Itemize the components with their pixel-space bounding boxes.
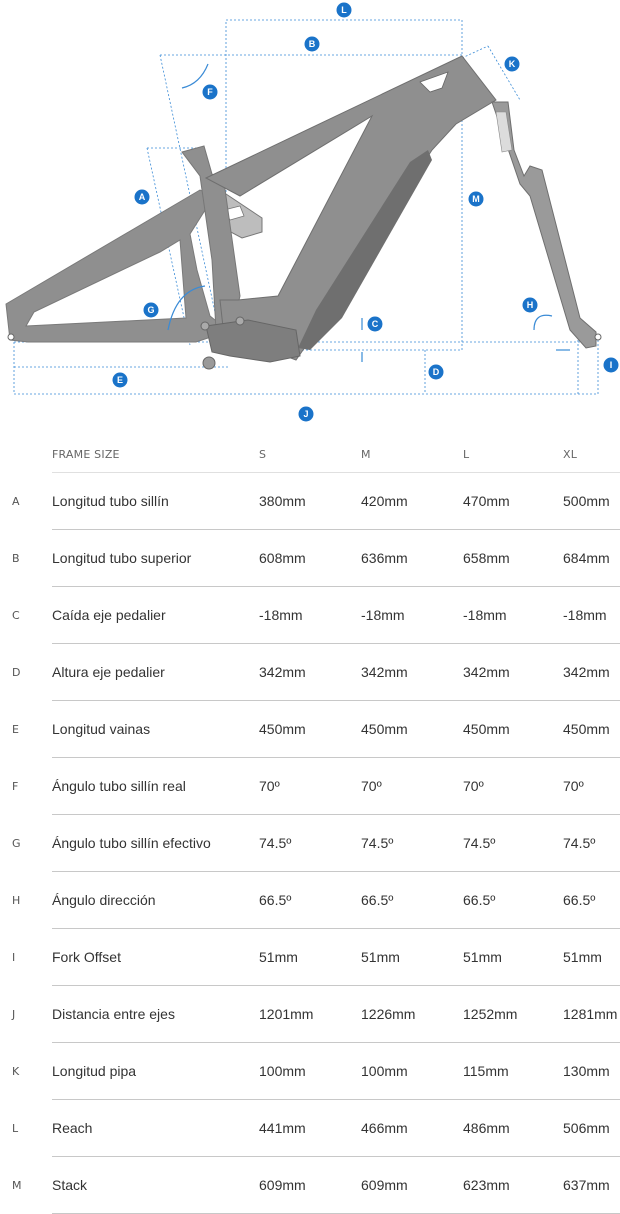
row-measure-name: Longitud pipa xyxy=(52,1043,259,1100)
frame-geometry-diagram xyxy=(0,0,620,430)
badge-L xyxy=(337,3,352,18)
row-value-m: -18mm xyxy=(361,587,463,644)
header-frame-size: FRAME SIZE xyxy=(52,436,259,473)
row-value-s: 450mm xyxy=(259,701,361,758)
row-value-m: 342mm xyxy=(361,644,463,701)
badge-E xyxy=(113,373,128,388)
badge-A xyxy=(135,190,150,205)
badge-K xyxy=(505,57,520,72)
table-row xyxy=(0,1100,620,1157)
row-value-l: 70º xyxy=(463,758,563,815)
row-measure-name: Fork Offset xyxy=(52,929,259,986)
row-measure-name: Ángulo dirección xyxy=(52,872,259,929)
header-letter-cell xyxy=(0,436,52,473)
row-value-m: 466mm xyxy=(361,1100,463,1157)
svg-text:M: M xyxy=(472,194,480,204)
rear-triangle xyxy=(6,190,220,342)
row-value-xl: 51mm xyxy=(563,929,620,986)
header-size-l: L xyxy=(463,436,563,473)
row-letter: G xyxy=(12,836,21,850)
row-measure-name: Distancia entre ejes xyxy=(52,986,259,1043)
row-letter: C xyxy=(12,608,20,622)
row-value-m: 609mm xyxy=(361,1157,463,1214)
row-value-xl: 66.5º xyxy=(563,872,620,929)
svg-text:A: A xyxy=(138,192,146,202)
svg-text:J: J xyxy=(303,409,309,419)
row-letter: J xyxy=(12,1007,16,1021)
table-row xyxy=(0,473,620,530)
table-row xyxy=(0,1043,620,1100)
row-value-l: 450mm xyxy=(463,701,563,758)
row-measure-name: Altura eje pedalier xyxy=(52,644,259,701)
row-value-s: -18mm xyxy=(259,587,361,644)
svg-text:G: G xyxy=(147,305,155,315)
row-value-m: 636mm xyxy=(361,530,463,587)
row-measure-name: Longitud tubo sillín xyxy=(52,473,259,530)
table-row xyxy=(0,986,620,1043)
row-value-l: -18mm xyxy=(463,587,563,644)
badge-C xyxy=(368,317,383,332)
svg-text:C: C xyxy=(371,319,379,329)
badge-G xyxy=(144,303,159,318)
row-value-m: 1226mm xyxy=(361,986,463,1043)
row-letter: B xyxy=(12,551,20,565)
badge-M xyxy=(469,192,484,207)
row-value-xl: 500mm xyxy=(563,473,620,530)
svg-text:F: F xyxy=(207,87,213,97)
svg-text:K: K xyxy=(508,59,516,69)
svg-text:I: I xyxy=(609,360,613,370)
svg-text:H: H xyxy=(526,300,534,310)
row-value-xl: 506mm xyxy=(563,1100,620,1157)
table-header-row xyxy=(0,436,620,473)
badge-I xyxy=(604,358,619,373)
svg-text:E: E xyxy=(116,375,124,385)
row-value-s: 609mm xyxy=(259,1157,361,1214)
row-measure-name: Reach xyxy=(52,1100,259,1157)
main-frame xyxy=(206,56,496,360)
row-value-m: 100mm xyxy=(361,1043,463,1100)
row-value-l: 623mm xyxy=(463,1157,563,1214)
table-row xyxy=(0,587,620,644)
row-value-m: 74.5º xyxy=(361,815,463,872)
row-letter: A xyxy=(12,494,20,508)
table-row xyxy=(0,644,620,701)
row-letter: K xyxy=(12,1064,20,1078)
row-value-l: 115mm xyxy=(463,1043,563,1100)
row-value-l: 66.5º xyxy=(463,872,563,929)
row-value-s: 608mm xyxy=(259,530,361,587)
row-measure-name: Stack xyxy=(52,1157,259,1214)
svg-text:L: L xyxy=(341,5,347,15)
row-measure-name: Ángulo tubo sillín real xyxy=(52,758,259,815)
row-value-l: 74.5º xyxy=(463,815,563,872)
row-letter: L xyxy=(12,1121,19,1135)
header-size-xl: XL xyxy=(563,436,620,473)
row-value-s: 74.5º xyxy=(259,815,361,872)
row-measure-name: Longitud tubo superior xyxy=(52,530,259,587)
table-row xyxy=(0,530,620,587)
geometry-table xyxy=(0,436,620,1214)
row-measure-name: Longitud vainas xyxy=(52,701,259,758)
badge-F xyxy=(203,85,218,100)
badge-H xyxy=(523,298,538,313)
row-value-xl: 684mm xyxy=(563,530,620,587)
row-letter: I xyxy=(12,950,16,964)
row-value-s: 342mm xyxy=(259,644,361,701)
row-value-xl: 130mm xyxy=(563,1043,620,1100)
row-value-xl: 637mm xyxy=(563,1157,620,1214)
row-letter: M xyxy=(12,1178,22,1192)
svg-text:D: D xyxy=(432,367,440,377)
row-value-s: 100mm xyxy=(259,1043,361,1100)
row-value-l: 658mm xyxy=(463,530,563,587)
table-row xyxy=(0,872,620,929)
row-value-xl: -18mm xyxy=(563,587,620,644)
table-row xyxy=(0,815,620,872)
row-value-xl: 1281mm xyxy=(563,986,620,1043)
table-row xyxy=(0,758,620,815)
row-value-l: 51mm xyxy=(463,929,563,986)
badge-D xyxy=(429,365,444,380)
badge-B xyxy=(305,37,320,52)
row-measure-name: Ángulo tubo sillín efectivo xyxy=(52,815,259,872)
row-value-m: 450mm xyxy=(361,701,463,758)
header-size-m: M xyxy=(361,436,463,473)
row-value-l: 486mm xyxy=(463,1100,563,1157)
row-value-xl: 74.5º xyxy=(563,815,620,872)
row-letter: D xyxy=(12,665,21,679)
row-value-m: 66.5º xyxy=(361,872,463,929)
row-value-l: 342mm xyxy=(463,644,563,701)
row-measure-name: Caída eje pedalier xyxy=(52,587,259,644)
row-value-m: 70º xyxy=(361,758,463,815)
row-value-l: 470mm xyxy=(463,473,563,530)
row-letter: H xyxy=(12,893,21,907)
table-row xyxy=(0,701,620,758)
header-size-s: S xyxy=(259,436,361,473)
row-value-m: 420mm xyxy=(361,473,463,530)
row-value-s: 1201mm xyxy=(259,986,361,1043)
row-value-xl: 342mm xyxy=(563,644,620,701)
row-value-s: 380mm xyxy=(259,473,361,530)
row-value-s: 441mm xyxy=(259,1100,361,1157)
row-letter: F xyxy=(12,779,19,793)
badge-J xyxy=(299,407,314,422)
row-value-s: 70º xyxy=(259,758,361,815)
row-value-s: 66.5º xyxy=(259,872,361,929)
row-value-s: 51mm xyxy=(259,929,361,986)
row-value-xl: 70º xyxy=(563,758,620,815)
row-value-m: 51mm xyxy=(361,929,463,986)
svg-text:B: B xyxy=(308,39,316,49)
row-value-xl: 450mm xyxy=(563,701,620,758)
row-letter: E xyxy=(12,722,19,736)
row-value-l: 1252mm xyxy=(463,986,563,1043)
table-row xyxy=(0,929,620,986)
table-row xyxy=(0,1157,620,1214)
